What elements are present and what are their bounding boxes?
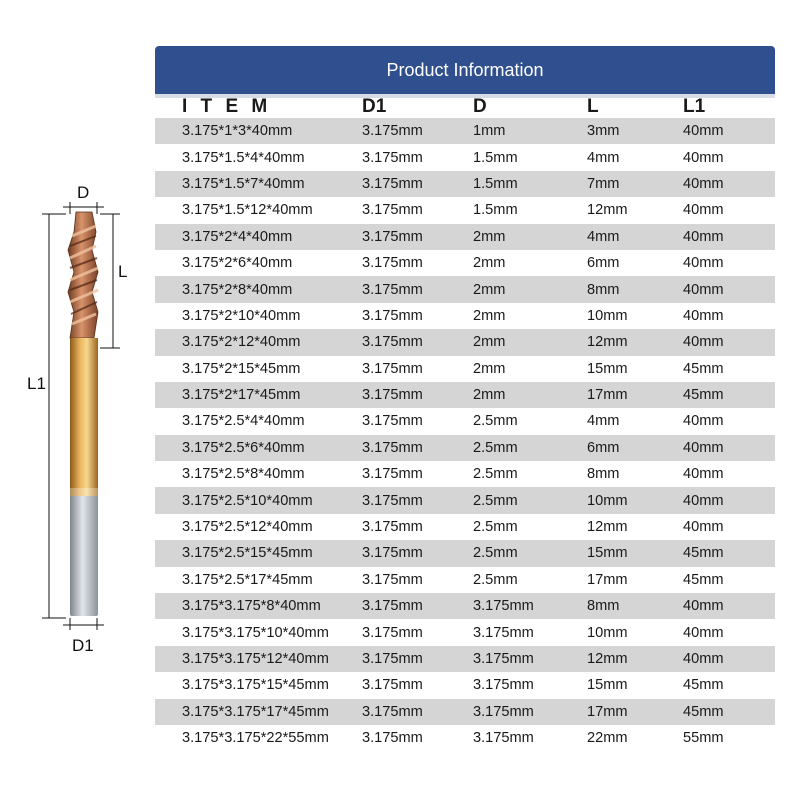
table-cell: 3.175mm xyxy=(362,255,423,272)
table-cell: 3.175mm xyxy=(362,651,423,667)
table-row xyxy=(155,646,775,672)
table-row xyxy=(155,118,775,144)
table-cell: 40mm xyxy=(683,519,724,536)
table-cell: 2mm xyxy=(473,255,506,272)
table-cell: 3.175*2.5*15*45mm xyxy=(182,545,313,562)
table-cell: 40mm xyxy=(683,492,724,509)
table-row xyxy=(155,567,775,593)
table-row xyxy=(155,197,775,223)
table-cell: 15mm xyxy=(587,545,628,562)
table-cell: 40mm xyxy=(683,651,724,667)
table-cell: 3mm xyxy=(587,123,620,140)
table-cell: 4mm xyxy=(587,413,620,430)
table-cell: 3.175mm xyxy=(473,730,534,747)
table-cell: 17mm xyxy=(587,571,628,588)
table-row xyxy=(155,725,775,751)
table-cell: 40mm xyxy=(683,334,724,351)
table-cell: 3.175*2.5*8*40mm xyxy=(182,466,305,483)
table-cell: 3.175mm xyxy=(362,519,423,536)
table-cell: 3.175*1.5*4*40mm xyxy=(182,149,305,166)
table-row xyxy=(155,356,775,382)
table-cell: 3.175mm xyxy=(362,123,423,140)
panel-title: Product Information xyxy=(155,46,775,94)
table-cell: 3.175mm xyxy=(362,281,423,298)
table-cell: 3.175mm xyxy=(362,228,423,245)
table-cell: 40mm xyxy=(683,149,724,166)
table-cell: 1.5mm xyxy=(473,202,518,219)
table-cell: 8mm xyxy=(587,598,620,615)
table-row xyxy=(155,329,775,355)
table-row xyxy=(155,408,775,434)
table-cell: 3.175mm xyxy=(362,624,423,641)
table-cell: 3.175mm xyxy=(362,202,423,219)
table-cell: 1.5mm xyxy=(473,175,518,192)
table-cell: 3.175mm xyxy=(362,677,423,694)
table-cell: 15mm xyxy=(587,677,628,694)
table-cell: 3.175mm xyxy=(362,598,423,615)
table-cell: 3.175*2.5*4*40mm xyxy=(182,413,305,430)
table-cell: 2.5mm xyxy=(473,492,518,509)
table-row xyxy=(155,303,775,329)
table-cell: 40mm xyxy=(683,175,724,192)
table-cell: 40mm xyxy=(683,202,724,219)
table-cell: 3.175mm xyxy=(362,439,423,456)
table-cell: 15mm xyxy=(587,360,628,377)
column-header-l1: L1 xyxy=(683,96,706,117)
table-cell: 17mm xyxy=(587,703,628,720)
product-table xyxy=(155,98,775,751)
table-cell: 3.175mm xyxy=(473,624,534,641)
dimension-label-l: L xyxy=(118,262,128,281)
table-cell: 40mm xyxy=(683,281,724,298)
table-row xyxy=(155,540,775,566)
table-cell: 3.175mm xyxy=(362,703,423,720)
table-cell: 3.175*3.175*12*40mm xyxy=(182,651,329,667)
table-cell: 3.175*1.5*12*40mm xyxy=(182,202,313,219)
table-cell: 3.175mm xyxy=(362,360,423,377)
table-cell: 4mm xyxy=(587,228,620,245)
table-cell: 10mm xyxy=(587,492,628,509)
table-row xyxy=(155,619,775,645)
table-cell: 2mm xyxy=(473,387,506,404)
table-row xyxy=(155,250,775,276)
coated-shank xyxy=(70,338,98,488)
table-cell: 2.5mm xyxy=(473,519,518,536)
table-cell: 2mm xyxy=(473,307,506,324)
table-cell: 6mm xyxy=(587,439,620,456)
table-cell: 2.5mm xyxy=(473,439,518,456)
dimension-label-d1: D1 xyxy=(72,636,94,655)
table-row xyxy=(155,224,775,250)
table-cell: 17mm xyxy=(587,387,628,404)
table-cell: 45mm xyxy=(683,360,724,377)
table-row xyxy=(155,144,775,170)
table-row xyxy=(155,171,775,197)
table-cell: 3.175*3.175*22*55mm xyxy=(182,730,329,747)
table-cell: 3.175mm xyxy=(362,175,423,192)
table-header-row xyxy=(155,98,775,118)
table-cell: 10mm xyxy=(587,307,628,324)
table-cell: 3.175*2*15*45mm xyxy=(182,360,301,377)
table-cell: 3.175*2*12*40mm xyxy=(182,334,301,351)
table-cell: 6mm xyxy=(587,255,620,272)
table-cell: 3.175*2*8*40mm xyxy=(182,281,293,298)
table-cell: 12mm xyxy=(587,519,628,536)
table-cell: 3.175mm xyxy=(362,413,423,430)
table-cell: 45mm xyxy=(683,703,724,720)
table-row xyxy=(155,672,775,698)
table-cell: 3.175mm xyxy=(362,149,423,166)
table-cell: 3.175*3.175*15*45mm xyxy=(182,677,329,694)
table-cell: 12mm xyxy=(587,202,628,219)
column-header-item: I T E M xyxy=(182,96,272,117)
table-cell: 3.175*3.175*10*40mm xyxy=(182,624,329,641)
dimension-label-l1: L1 xyxy=(27,374,46,393)
table-cell: 2.5mm xyxy=(473,571,518,588)
table-cell: 2.5mm xyxy=(473,545,518,562)
table-body xyxy=(155,118,775,751)
table-cell: 3.175*3.175*17*45mm xyxy=(182,703,329,720)
table-cell: 2.5mm xyxy=(473,466,518,483)
table-cell: 10mm xyxy=(587,624,628,641)
table-cell: 3.175*2.5*17*45mm xyxy=(182,571,313,588)
product-information-panel xyxy=(155,46,775,747)
table-cell: 8mm xyxy=(587,281,620,298)
table-cell: 2.5mm xyxy=(473,413,518,430)
table-cell: 4mm xyxy=(587,149,620,166)
table-cell: 55mm xyxy=(683,730,724,747)
table-cell: 3.175*2.5*12*40mm xyxy=(182,519,313,536)
table-cell: 2mm xyxy=(473,281,506,298)
table-cell: 3.175mm xyxy=(473,677,534,694)
table-cell: 45mm xyxy=(683,677,724,694)
table-cell: 40mm xyxy=(683,439,724,456)
dimension-label-d: D xyxy=(77,183,90,202)
table-row xyxy=(155,382,775,408)
table-cell: 3.175*2*10*40mm xyxy=(182,307,301,324)
column-header-d: D xyxy=(473,96,487,117)
table-cell: 1mm xyxy=(473,123,506,140)
table-cell: 45mm xyxy=(683,387,724,404)
table-cell: 45mm xyxy=(683,571,724,588)
table-cell: 3.175mm xyxy=(362,334,423,351)
table-cell: 3.175*1.5*7*40mm xyxy=(182,175,305,192)
table-cell: 40mm xyxy=(683,598,724,615)
table-cell: 22mm xyxy=(587,730,628,747)
table-cell: 3.175mm xyxy=(473,598,534,615)
column-header-d1: D1 xyxy=(362,96,387,117)
table-cell: 40mm xyxy=(683,123,724,140)
table-cell: 3.175mm xyxy=(362,730,423,747)
table-cell: 3.175mm xyxy=(362,571,423,588)
column-header-l: L xyxy=(587,96,599,117)
table-cell: 3.175mm xyxy=(362,492,423,509)
table-cell: 3.175*2*4*40mm xyxy=(182,228,293,245)
table-cell: 40mm xyxy=(683,466,724,483)
table-cell: 12mm xyxy=(587,334,628,351)
table-cell: 3.175mm xyxy=(362,466,423,483)
table-cell: 40mm xyxy=(683,624,724,641)
table-cell: 3.175mm xyxy=(473,703,534,720)
table-cell: 3.175*2.5*10*40mm xyxy=(182,492,313,509)
steel-shank xyxy=(70,496,98,616)
table-cell: 7mm xyxy=(587,175,620,192)
table-cell: 3.175*1*3*40mm xyxy=(182,123,293,140)
table-row xyxy=(155,461,775,487)
table-cell: 3.175mm xyxy=(362,387,423,404)
table-cell: 8mm xyxy=(587,466,620,483)
table-cell: 40mm xyxy=(683,413,724,430)
table-cell: 3.175mm xyxy=(362,307,423,324)
table-cell: 40mm xyxy=(683,307,724,324)
table-cell: 2mm xyxy=(473,334,506,351)
table-row xyxy=(155,699,775,725)
table-cell: 45mm xyxy=(683,545,724,562)
tool-diagram xyxy=(0,0,150,800)
table-cell: 3.175*3.175*8*40mm xyxy=(182,598,321,615)
table-cell: 2mm xyxy=(473,360,506,377)
table-row xyxy=(155,514,775,540)
table-cell: 12mm xyxy=(587,651,628,667)
end-mill-illustration xyxy=(0,0,150,800)
table-cell: 3.175*2*6*40mm xyxy=(182,255,293,272)
table-cell: 3.175*2*17*45mm xyxy=(182,387,301,404)
table-row xyxy=(155,276,775,302)
table-cell: 3.175mm xyxy=(362,545,423,562)
table-row xyxy=(155,487,775,513)
table-cell: 3.175*2.5*6*40mm xyxy=(182,439,305,456)
table-cell: 40mm xyxy=(683,255,724,272)
table-cell: 2mm xyxy=(473,228,506,245)
table-row xyxy=(155,593,775,619)
table-row xyxy=(155,435,775,461)
table-cell: 3.175mm xyxy=(473,651,534,667)
table-cell: 40mm xyxy=(683,228,724,245)
table-cell: 1.5mm xyxy=(473,149,518,166)
